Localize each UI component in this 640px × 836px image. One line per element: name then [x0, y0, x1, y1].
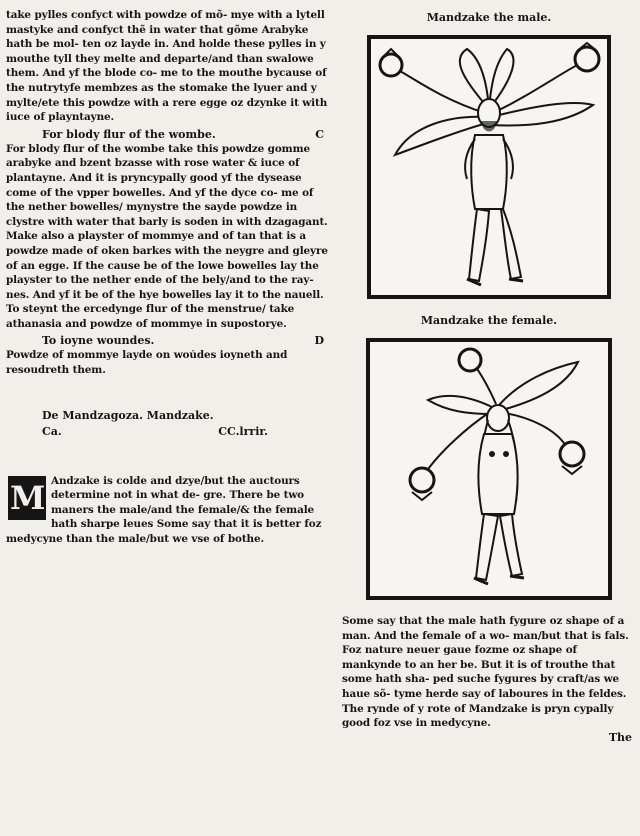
- mandrake-male-woodcut-icon: [371, 39, 607, 295]
- left-column: [6, 8, 328, 832]
- heading-wounds-text: To ioyne woundes.: [42, 334, 155, 348]
- folio-line: [6, 425, 328, 438]
- folio-chapter: Ca.: [42, 424, 62, 438]
- paragraph-bloody-flux: For blody flur of the wombe take this powdze gomme arabyke and bzent bzasse with rose water & iuce of plantayne. And it is pryncypally good yf the dysease come of the vpper bowelles. And yf the dyce co- me of the nether bowelles/ mynystre the sayde powdze in clystre with water that barly is soden in with dzagagant. Make also a playster of mommye and of tan that is a powdze made of oken barkes with the neygre and gleyre of an egge. If the cause be of the lowe bowelles lay the playster to the nether ende of the bely/and to the ray- nes. And yf it be of the hye bowelles lay it to the nauell.: [6, 142, 328, 301]
- marginal-letter-c: C: [315, 127, 324, 141]
- paragraph-mummy-pills: take pylles confyct with powdze of mõ- mye with a lytell mastyke and confyct thẽ in water that gõme Arabyke hath be mol- ten oz layde in. And holde these pylles in y mouthe tyll they melte and departe/and than swalowe them. And yf the blode co- me to the mouthe bycause of the nutrytyfe membzes as the stomake the lyuer and y mylte/ete this powdze with a rere egge oz dzynke it with iuce of playntayne.: [6, 9, 328, 124]
- heading-bloody-flux-text: For blody flur of the wombe.: [42, 127, 216, 141]
- heading-mandrake-male: Mandzake the male.: [426, 11, 552, 24]
- paragraph-mandrake-intro: Andzake is colde and dzye/but the auctours determine not in what de- gre. There be two maners the male/and the female/& the female hath sharpe leues Some say that it is better foz medycyne than the male/but we vse of bothe.: [6, 474, 322, 546]
- marginal-letter-d: D: [314, 334, 324, 348]
- mandrake-female-woodcut-icon: [370, 342, 608, 596]
- catchword: The: [608, 730, 632, 744]
- right-column: [342, 8, 636, 832]
- heading-mandragora: De Mandzagoza. Mandzake.: [42, 408, 214, 422]
- heading-mandrake-female: Mandzake the female.: [420, 314, 558, 327]
- mandrake-female-woodcut-frame: [366, 338, 612, 600]
- folio-number: CC.lrrir.: [218, 424, 268, 438]
- paragraph-mandrake-shape: Some say that the male hath fygure oz shape of a man. And the female of a wo- man/but that is fals. Foz nature neuer gaue fozme oz shape of mankynde to an her be. But it is of trouthe that some hath sha- ped suche fygures by craft/as we haue sõ- tyme herde say of laboures in the feldes. The rynde of y rote of Mandzake is pryn cypally good foz vse in medycyne.: [342, 615, 629, 730]
- paragraph-menstrue: To steynt the ercedynge flur of the menstrue/ take athanasia and powdze of mommye in supostorye.: [6, 303, 295, 330]
- drop-cap-m: M: [8, 476, 46, 520]
- paragraph-wounds: Powdze of mommye layde on wou̇des ioyneth and resoudreth them.: [6, 349, 288, 377]
- mandrake-male-woodcut-frame: [367, 35, 611, 299]
- heading-wounds: [6, 333, 328, 348]
- heading-bloody-flux: [6, 127, 328, 142]
